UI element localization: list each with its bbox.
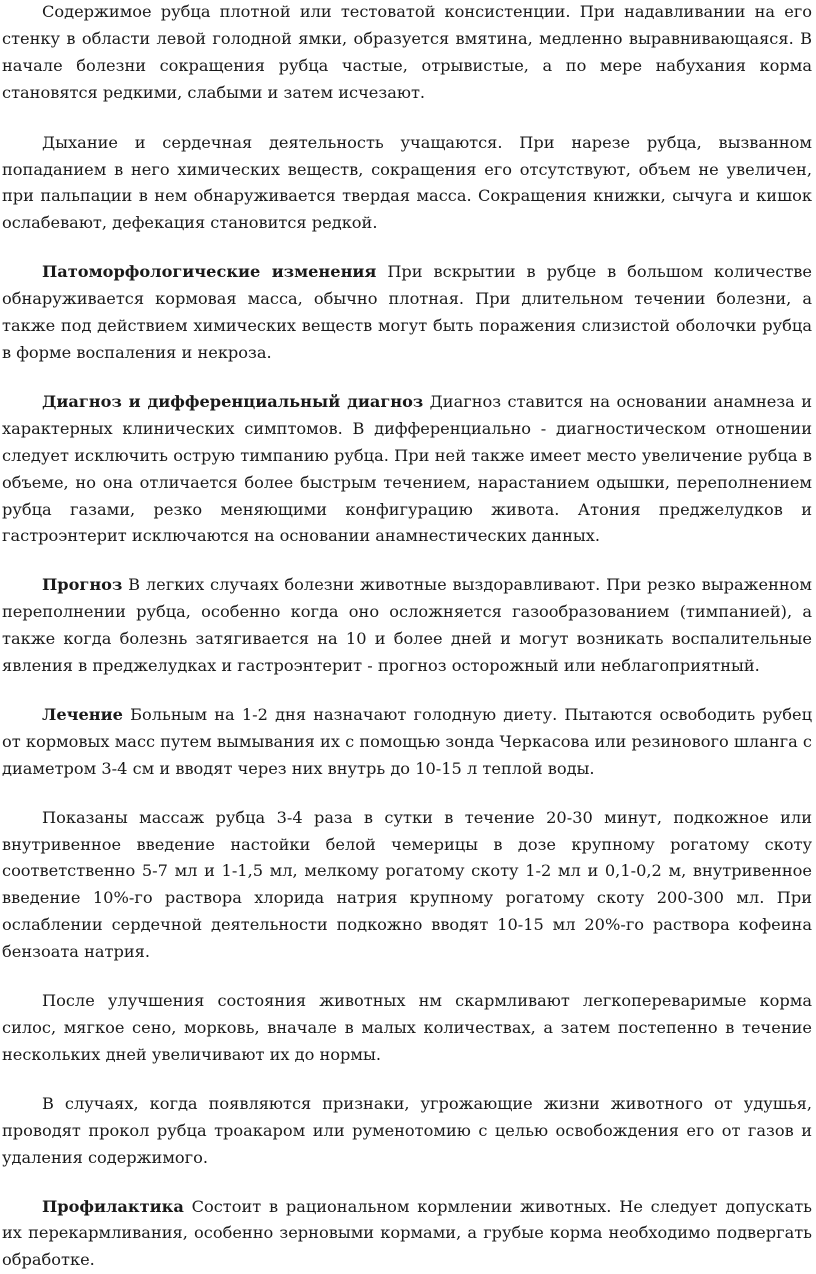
section-heading: Прогноз [42, 575, 123, 595]
paragraph-diagnosis [2, 389, 812, 550]
section-heading: Профилактика [42, 1196, 184, 1216]
paragraph-text: Состоит в рациональном кормлении животных. Не следует допускать их перекармливания, особенно зерновыми кормами, а грубые корма необходимо подвергать обработке. [2, 1196, 812, 1270]
paragraph-massage [2, 805, 812, 966]
section-heading: Лечение [42, 704, 123, 724]
paragraph-text: Показаны массаж рубца 3-4 раза в сутки в течение 20-30 минут, подкожное или внутривенное введение настойки белой чемерицы в дозе крупному рогатому скоту соответственно 5-7 мл и 1-1,5 мл, мелкому рогатому скоту 1-2 мл и 0,1-0,2 м, внутривенное введение 10%-го раствора хлорида натрия крупному рогатому скоту 200-300 мл. При ослаблении сердечной деятельности подкожно вводят 10-15 мл 20%-го раствора кофеина бензоата натрия. [2, 807, 812, 962]
paragraph-text: Содержимое рубца плотной или тестоватой консистенции. При надавливании на его стенку в области левой голодной ямки, образуется вмятина, медленно выравнивающаяся. В начале болезни сокращения рубца частые, отрывистые, а по мере набухания корма становятся редкими, слабыми и затем исчезают. [2, 2, 812, 102]
paragraph-trocar [2, 1091, 812, 1172]
paragraph-text: После улучшения состояния животных нм скармливают легкопереваримые корма силос, мягкое сено, морковь, вначале в малых количествах, а затем постепенно в течение нескольких дней увеличивают их до нормы. [2, 991, 812, 1064]
section-heading: Диагноз и дифференциальный диагноз [42, 391, 424, 411]
paragraph-breathing [2, 130, 812, 238]
paragraph-prevention [2, 1194, 812, 1274]
paragraph-text: При вскрытии в рубце в большом количестве обнаруживается кормовая масса, обычно плотная. При длительном течении болезни, а также под действием химических веществ могут быть поражения слизистой оболочки рубца в форме воспаления и некроза. [2, 262, 812, 362]
paragraph-text: Больным на 1-2 дня назначают голодную диету. Пытаются освободить рубец от кормовых масс путем вымывания их с помощью зонда Черкасова или резинового шланга с диаметром 3-4 см и вводят через них внутрь до 10-15 л теплой воды. [2, 704, 812, 778]
paragraph-text: Дыхание и сердечная деятельность учащаются. При нарезе рубца, вызванном попаданием в него химических веществ, сокращения его отсутствуют, объем не увеличен, при пальпации в нем обнаруживается твердая масса. Сокращения книжки, сычуга и кишок ослабевают, дефекация становится редкой. [2, 132, 812, 233]
paragraph-text: В легких случаях болезни животные выздоравливают. При резко выраженном переполнении рубца, особенно когда оно осложняется газообразованием (тимпанией), а также когда болезнь затягивается на 10 и более дней и могут возникать воспалительные явления в преджелудках и гастроэнтерит - прогноз осторожный или неблагоприятный. [2, 575, 812, 676]
paragraph-feeding [2, 988, 812, 1069]
paragraph-rumen-contents [2, 0, 812, 107]
paragraph-prognosis [2, 572, 812, 680]
paragraph-text: Диагноз ставится на основании анамнеза и характерных клинических симптомов. В дифференциально - диагностическом отношении следует исключить острую тимпанию рубца. При ней также имеет место увеличение рубца в объеме, но она отличается более быстрым течением, нарастанием одышки, переполнением рубца газами, резко меняющими конфигурацию живота. Атония преджелудков и гастроэнтерит исключаются на основании анамнестических данных. [2, 391, 812, 546]
paragraph-text: В случаях, когда появляются признаки, угрожающие жизни животного от удушья, проводят прокол рубца троакаром или руменотомию с целью освобождения его от газов и удаления содержимого. [2, 1093, 812, 1167]
section-heading: Патоморфологические изменения [42, 262, 377, 282]
paragraph-treatment [2, 702, 812, 783]
paragraph-pathomorphology [2, 259, 812, 367]
